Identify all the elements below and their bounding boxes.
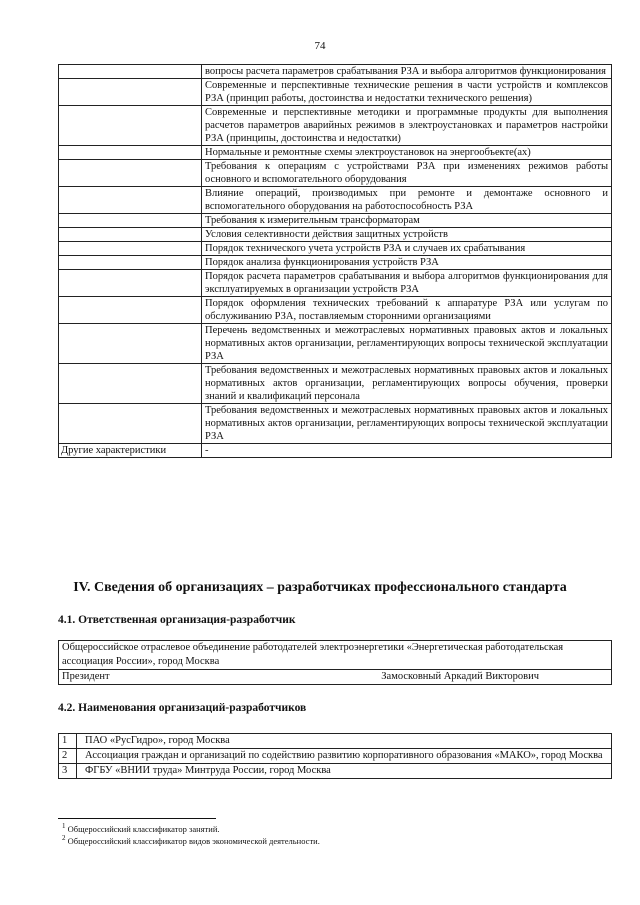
requirement-row-label-cell xyxy=(59,324,202,364)
requirement-text: Условия селективности действия защитных устройств xyxy=(202,228,612,242)
requirement-row xyxy=(59,364,612,404)
footnote-text: Общероссийский классификатор видов экономической деятельности. xyxy=(67,836,320,846)
requirement-text: Нормальные и ремонтные схемы электроустановок на энергообъекте(ах) xyxy=(202,146,612,160)
developer-org-row xyxy=(59,734,612,749)
requirement-text: Порядок технического учета устройств РЗА и случаев их срабатывания xyxy=(202,242,612,256)
footnote-mark: 1 xyxy=(62,822,66,831)
responsible-org-table xyxy=(58,640,612,685)
requirement-text: Влияние операций, производимых при ремонте и демонтаже основного и вспомогательного оборудования на работоспособность РЗА xyxy=(202,187,612,214)
requirement-row-label-cell xyxy=(59,65,202,79)
requirement-row xyxy=(59,228,612,242)
developer-org-row xyxy=(59,749,612,764)
requirement-row xyxy=(59,65,612,79)
footnote-text: Общероссийский классификатор занятий. xyxy=(67,824,220,834)
footnote xyxy=(62,823,320,835)
developer-org-name: ФГБУ «ВНИИ труда» Минтруда России, город Москва xyxy=(77,764,612,779)
requirement-row-label-cell xyxy=(59,146,202,160)
developer-orgs-table xyxy=(58,733,612,779)
footnotes xyxy=(62,823,320,847)
position-label: Президент xyxy=(62,671,110,682)
requirement-row-label-cell xyxy=(59,187,202,214)
requirement-text: Порядок оформления технических требований к аппаратуре РЗА или услугам по обслуживанию РЗА, поставляемым сторонними организациями xyxy=(202,297,612,324)
requirement-row xyxy=(59,270,612,297)
requirement-row-label-cell xyxy=(59,79,202,106)
requirement-text: Требования к операциям с устройствами РЗА при изменениях режимов работы основного и вспомогательного оборудования xyxy=(202,160,612,187)
requirement-text: Требования к измерительным трансформаторам xyxy=(202,214,612,228)
requirement-row-label-cell xyxy=(59,364,202,404)
requirement-row-label-cell xyxy=(59,214,202,228)
requirement-text: Современные и перспективные методики и программные продукты для выполнения расчетов параметров аварийных режимов в электроустановках и параметров настройки РЗА (принципы, достоинства и недостатки) xyxy=(202,106,612,146)
developer-orgs-body xyxy=(59,734,612,779)
requirement-row xyxy=(59,404,612,444)
requirement-row xyxy=(59,146,612,160)
requirement-row-label-cell xyxy=(59,270,202,297)
developer-orgs-heading: 4.2. Наименования организаций-разработчиков xyxy=(58,702,307,714)
requirement-row xyxy=(59,256,612,270)
president-row xyxy=(59,670,612,685)
requirement-row xyxy=(59,297,612,324)
developer-org-number: 1 xyxy=(59,734,77,749)
responsible-org-name: Общероссийское отраслевое объединение работодателей электроэнергетики «Энергетическая работодательская ассоциация России», город Москва xyxy=(59,641,612,670)
knowledge-requirements-table xyxy=(58,64,612,458)
developer-org-row xyxy=(59,764,612,779)
requirement-row xyxy=(59,324,612,364)
developer-org-number: 2 xyxy=(59,749,77,764)
requirement-row-label-cell xyxy=(59,160,202,187)
requirement-row-label-cell xyxy=(59,228,202,242)
requirement-row xyxy=(59,106,612,146)
requirement-row xyxy=(59,187,612,214)
requirement-row-label-cell xyxy=(59,297,202,324)
responsible-org-heading: 4.1. Ответственная организация-разработчик xyxy=(58,614,296,626)
requirement-row-label-cell xyxy=(59,256,202,270)
requirement-text: Требования ведомственных и межотраслевых нормативных правовых актов и локальных нормативных актов организации, регламентирующих вопросы обучения, проверки знаний и квалификаций персонала xyxy=(202,364,612,404)
requirement-row-label-cell xyxy=(59,242,202,256)
developer-org-name: Ассоциация граждан и организаций по содействию развитию корпоративного образования «МАКО», город Москва xyxy=(77,749,612,764)
person-name: Замосковный Аркадий Викторович xyxy=(381,671,539,682)
requirement-row xyxy=(59,214,612,228)
requirement-text: Порядок расчета параметров срабатывания и выбора алгоритмов функционирования для эксплуатируемых в организации устройств РЗА xyxy=(202,270,612,297)
requirement-row-label-cell xyxy=(59,106,202,146)
requirement-row xyxy=(59,242,612,256)
developer-org-name: ПАО «РусГидро», город Москва xyxy=(77,734,612,749)
section-title: IV. Сведения об организациях – разработчиках профессионального стандарта xyxy=(73,580,567,595)
requirement-text: Современные и перспективные технические решения в части устройств и комплексов РЗА (принцип работы, достоинства и недостатки технического решения) xyxy=(202,79,612,106)
other-characteristics-row xyxy=(59,444,612,458)
requirement-text: вопросы расчета параметров срабатывания РЗА и выбора алгоритмов функционирования xyxy=(202,65,612,79)
requirements-table-body xyxy=(59,65,612,458)
requirement-text: Требования ведомственных и межотраслевых нормативных правовых актов и локальных нормативных актов организации, регламентирующих вопросы технической эксплуатации РЗА xyxy=(202,404,612,444)
other-characteristics-label: Другие характеристики xyxy=(59,444,202,458)
other-characteristics-value: - xyxy=(202,444,612,458)
requirement-text: Перечень ведомственных и межотраслевых нормативных правовых актов и локальных нормативных актов организации, регламентирующих вопросы технической эксплуатации РЗА xyxy=(202,324,612,364)
footnote xyxy=(62,835,320,847)
requirement-row xyxy=(59,160,612,187)
developer-org-number: 3 xyxy=(59,764,77,779)
requirement-text: Порядок анализа функционирования устройств РЗА xyxy=(202,256,612,270)
requirement-row-label-cell xyxy=(59,404,202,444)
footnote-mark: 2 xyxy=(62,834,66,843)
requirement-row xyxy=(59,79,612,106)
page-number: 74 xyxy=(314,40,326,52)
footnote-divider xyxy=(58,818,216,819)
